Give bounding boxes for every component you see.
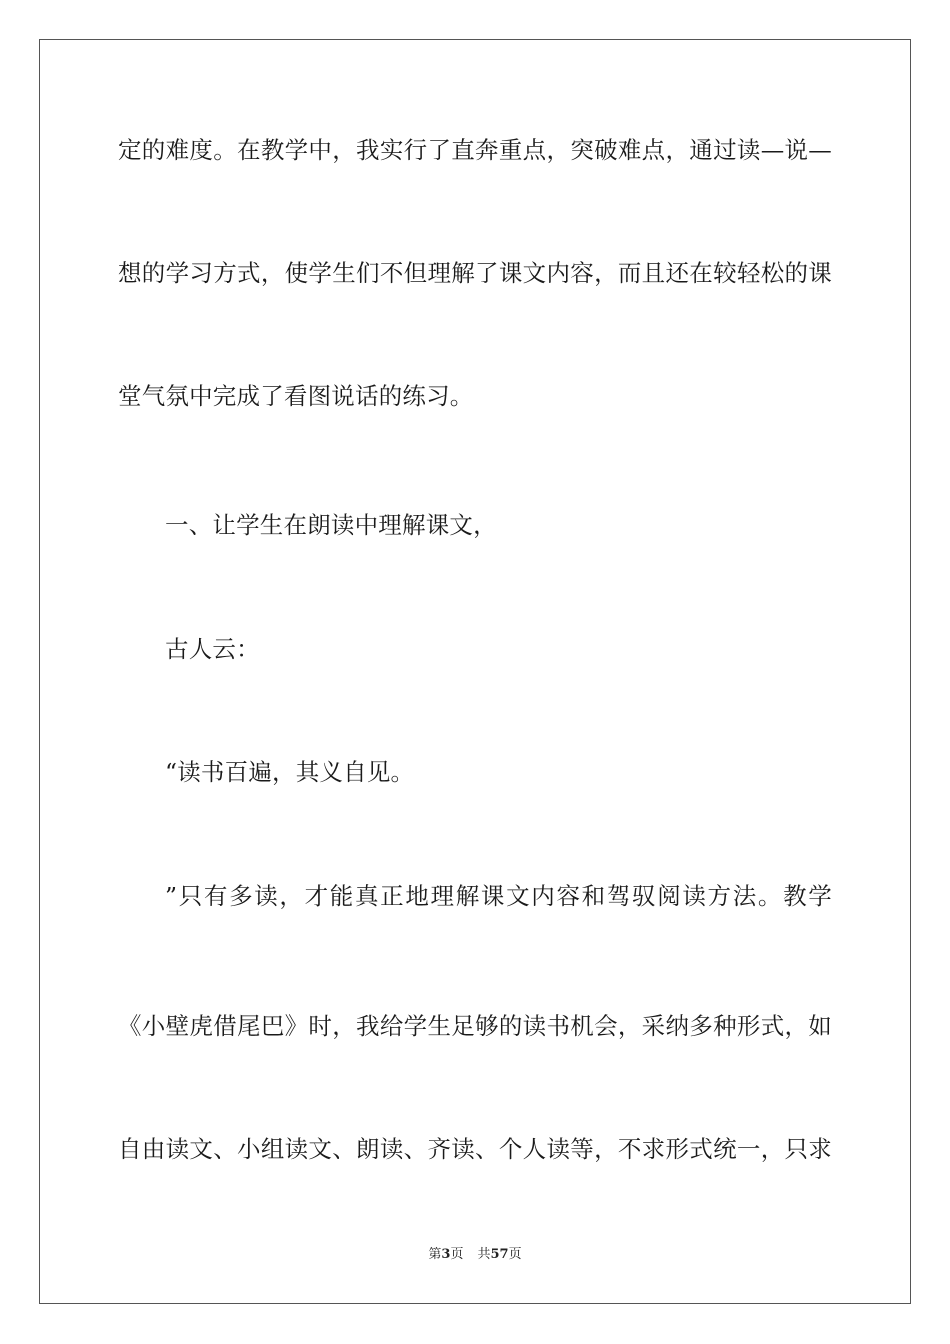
body-line-1: 定的难度。在教学中，我实行了直奔重点，突破难点，通过读—说— <box>118 136 832 164</box>
body-line-3: 堂气氛中完成了看图说话的练习。 <box>118 382 474 410</box>
body-line-2: 想的学习方式，使学生们不但理解了课文内容，而且还在较轻松的课 <box>118 259 832 287</box>
body-line-9: 自由读文、小组读文、朗读、齐读、个人读等，不求形式统一，只求 <box>118 1135 832 1163</box>
quote-line-close: ”只有多读，才能真正地理解课文内容和驾驭阅读方法。教学 <box>165 882 832 910</box>
footer-total-pages: 57 <box>490 1247 509 1262</box>
footer-prefix: 第 <box>428 1247 442 1262</box>
body-line-5: 古人云： <box>165 635 260 663</box>
quote-line-open: “读书百遍，其义自见。 <box>165 758 415 786</box>
footer-total-prefix: 共 <box>477 1247 491 1262</box>
body-line-8: 《小壁虎借尾巴》时，我给学生足够的读书机会，采纳多种形式，如 <box>118 1012 832 1040</box>
footer-page-suffix: 页 <box>450 1247 464 1262</box>
page-footer <box>0 1246 950 1264</box>
section-heading: 一、让学生在朗读中理解课文， <box>165 511 497 539</box>
footer-total-suffix: 页 <box>508 1247 522 1262</box>
page-border <box>39 39 911 1304</box>
footer-page-number: 3 <box>441 1247 451 1262</box>
